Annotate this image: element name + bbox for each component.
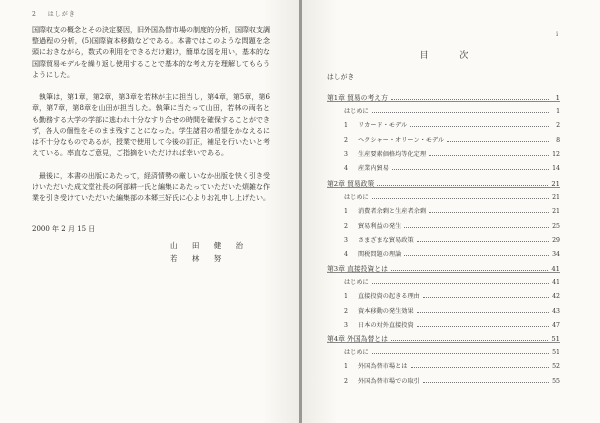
toc-section-number: 2 [344, 136, 348, 144]
toc-section-title: ヘクシャー・オリーン・モデル [358, 136, 445, 144]
toc-entry-label [344, 163, 392, 172]
running-head-title: はしがき [47, 11, 76, 18]
right-page-number: i [556, 31, 558, 38]
toc-section-entry[interactable] [344, 376, 560, 385]
toc-page-number: 43 [552, 307, 560, 315]
toc-section-title: 貿易利益の発生 [358, 222, 402, 230]
toc-intro-entry[interactable] [344, 106, 560, 115]
right-page [302, 0, 600, 423]
toc-section-number: 2 [344, 222, 348, 230]
toc-leader-dots [391, 99, 549, 100]
toc-page-number: 51 [552, 349, 560, 357]
author-name: 山 田 健 治 [170, 241, 250, 250]
running-head [32, 9, 76, 18]
left-page-number: 2 [32, 11, 37, 18]
toc-section-number: 1 [344, 363, 348, 371]
toc-leader-dots [429, 155, 549, 156]
toc-page-number: 34 [552, 251, 560, 258]
toc-entry-label [344, 320, 417, 329]
toc-section-number: 1 [344, 293, 348, 301]
toc-section-entry[interactable] [344, 163, 560, 172]
toc-entry-label [344, 306, 417, 315]
toc-page-number: 12 [552, 150, 560, 158]
toc-section-number: 3 [344, 236, 348, 244]
toc-leader-dots [447, 141, 549, 142]
toc-section-entry[interactable] [344, 235, 560, 244]
toc-section-title: 生産要素価格均等化定理 [358, 150, 427, 158]
toc-entry-label [344, 192, 372, 201]
toc-title: 目 次 [419, 51, 483, 61]
toc-page-number: 41 [552, 279, 560, 287]
toc-leader-dots [391, 340, 548, 341]
toc-entry-label [344, 249, 404, 258]
toc-entry-label [344, 135, 447, 144]
toc-leader-dots [417, 241, 549, 242]
toc-section-number: 2 [344, 307, 348, 315]
toc-section-title: はじめに [344, 194, 369, 202]
toc-section-title: リカード・モデル [358, 122, 408, 130]
toc-section-entry[interactable] [344, 135, 560, 144]
toc-section-number: 1 [344, 122, 348, 130]
toc-intro-entry[interactable] [344, 347, 560, 356]
toc-intro-entry[interactable] [344, 277, 560, 286]
toc-leader-dots [417, 312, 549, 313]
toc-leader-dots [392, 169, 549, 170]
toc-section-number: 4 [344, 251, 348, 258]
toc-section-title: 資本移動の発生効果 [358, 307, 414, 315]
toc-page-number: 21 [552, 194, 560, 202]
toc-section-title: さまざまな貿易政策 [358, 236, 414, 244]
toc-page-number: 1 [556, 108, 560, 116]
toc-page-number: 2 [556, 122, 560, 130]
toc-section-title: はじめに [344, 279, 369, 287]
toc-entry-label [344, 277, 372, 286]
toc-entry-label [344, 376, 423, 385]
toc-section-title: 日本の対外直接投資 [358, 321, 414, 329]
toc-page-number: 25 [552, 222, 560, 230]
toc-page-number: 29 [552, 236, 560, 244]
toc-leader-dots [429, 212, 549, 213]
toc-leader-dots [404, 227, 549, 228]
toc-section-number: 3 [344, 321, 348, 329]
toc-leader-dots [423, 382, 549, 383]
toc-section-entry[interactable] [344, 306, 560, 315]
toc-page-number: 14 [552, 165, 560, 172]
toc-section-title: 外国為替市場での取引 [358, 377, 420, 385]
toc-leader-dots [410, 126, 549, 127]
toc-section-number: 3 [344, 150, 348, 158]
preface-date: 2000 年 2 月 15 日 [32, 225, 96, 233]
toc-leader-dots [417, 326, 549, 327]
toc-section-entry[interactable] [344, 149, 560, 158]
toc-section-entry[interactable] [344, 320, 560, 329]
toc-intro-entry[interactable] [344, 192, 560, 201]
toc-entry-label [344, 291, 423, 300]
toc-entry-label [344, 347, 372, 356]
toc-entry-label [344, 361, 411, 370]
toc-leader-dots [372, 112, 549, 113]
toc-section-title: 外国為替市場とは [358, 363, 408, 371]
toc-page-number: 8 [556, 136, 560, 144]
toc-section-title: 直接投資の起きる理由 [358, 293, 420, 301]
toc-section-entry[interactable] [344, 291, 560, 300]
toc-chapter[interactable] [327, 333, 560, 343]
toc-entry-label [344, 221, 404, 230]
toc-section-title: 産業内貿易 [358, 165, 389, 172]
toc-section-title: 関税問題の理論 [358, 251, 402, 258]
toc-section-entry[interactable] [344, 120, 560, 129]
toc-page-number: 1 [555, 94, 560, 102]
toc-page-number: 51 [551, 335, 560, 343]
toc-section-title: はじめに [344, 349, 369, 357]
toc-chapter[interactable] [327, 178, 560, 188]
toc-preface-entry: はしがき [327, 73, 355, 81]
left-page [0, 0, 299, 423]
toc-page-number: 47 [552, 321, 560, 329]
preface-body [32, 25, 270, 215]
toc-page-number: 52 [552, 363, 560, 371]
toc-chapter-label: 第4章 外国為替とは [327, 335, 388, 343]
toc-page-number: 21 [552, 208, 560, 216]
toc-leader-dots [377, 185, 548, 186]
author-name: 若 林 努 [170, 254, 228, 263]
toc-leader-dots [372, 353, 549, 354]
toc-section-entry[interactable] [344, 206, 560, 215]
toc-chapter[interactable] [327, 92, 560, 102]
toc-section-title: はじめに [344, 108, 369, 116]
toc-section-title: 消費者余剰と生産者余剰 [358, 208, 427, 216]
toc-leader-dots [423, 297, 549, 298]
toc-section-entry[interactable] [344, 361, 560, 370]
toc-leader-dots [372, 198, 549, 199]
toc-section-entry[interactable] [344, 249, 560, 258]
toc-leader-dots [411, 367, 550, 368]
toc-leader-dots [372, 283, 549, 284]
toc-section-number: 2 [344, 377, 348, 385]
toc-entry-label [344, 120, 410, 129]
toc-page-number: 41 [551, 265, 560, 273]
toc-chapter-label: 第2章 貿易政策 [327, 180, 375, 188]
toc-chapter[interactable] [327, 263, 560, 273]
toc-section-number: 1 [344, 208, 348, 216]
preface-paragraph: 最後に，本書の出版にあたって，経済情勢の厳しいなか出版を快く引き受けいただいた成文堂社長の阿部耕一氏と編集にあたっていただいた煩雑な作業を引き受けていただいた編集部の本郷三好氏に心よりお礼申し上げたい。 [32, 171, 270, 203]
toc-leader-dots [391, 270, 548, 271]
toc-entry-label [344, 106, 372, 115]
toc-leader-dots [404, 255, 549, 256]
toc-entry-label [344, 149, 429, 158]
preface-paragraph: 執筆は，第1章，第2章，第3章を若林が主に担当し，第4章，第5章，第6章，第7章，第8章を山田が担当した。執筆に当たって山田，若林の両名とも勤務する大学の学部に逃われ十分なすり合せの時間を確保することができず，各人の個性をそのまま残すことになった。学生諸君の希望をかなえるには不十分なものであるが，授業で使用して今後の訂正，補足を行いたいと考えている。率直なご意見，ご指摘をいただければ幸いである。 [32, 93, 270, 158]
toc-entry-label [344, 235, 417, 244]
preface-paragraph: 国際収支の概念とその決定要因，旧外国為替市場の制度的分析，国際収支調整過程の分析，(5)国際資本移動などである。本書ではこのような問題を念頭におきながら，数式の利用をできるだけ避け，簡単な図を用い，基本的な国際貿易モデルを繰り返し使用することで基本的な考え方を理解してもらうようにした。 [32, 26, 270, 79]
toc-section-number: 4 [344, 165, 348, 172]
toc-page-number: 21 [551, 180, 560, 188]
toc-chapter-label: 第3章 直接投資とは [327, 265, 388, 273]
toc-page-number: 55 [552, 377, 560, 385]
toc-entry-label [344, 206, 429, 215]
toc-chapter-label: 第1章 貿易の考え方 [327, 94, 388, 102]
toc-page-number: 42 [552, 293, 560, 301]
toc-section-entry[interactable] [344, 221, 560, 230]
